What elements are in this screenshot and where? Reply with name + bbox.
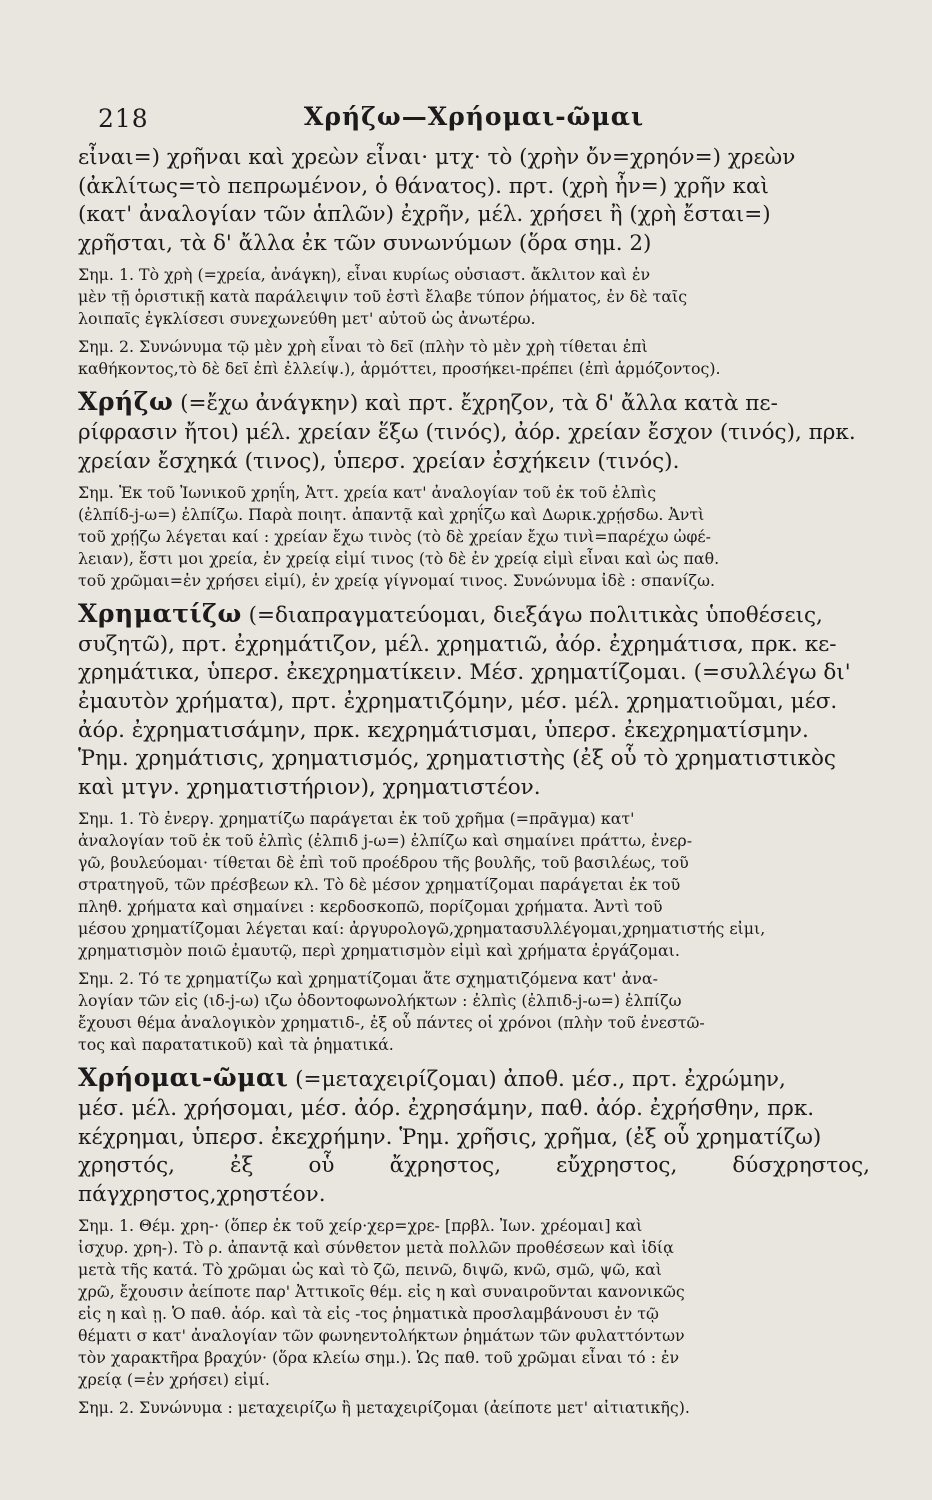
entry-chroomai xyxy=(78,1064,870,1209)
note-3 xyxy=(78,482,870,592)
text-line: κέχρημαι, ὑπερσ. ἐκεχρήμην. Ῥημ. χρῆσις, χρῆμα, (ἐξ οὗ χρηματίζω) xyxy=(78,1124,822,1150)
text-line: ρίφρασιν ἤτοι) μέλ. χρείαν ἕξω (τινός), ἀόρ. χρείαν ἔσχον (τινός), πρκ. xyxy=(78,419,856,445)
text-line: ἐμαυτὸν χρήματα), πρτ. ἐχρηματιζόμην, μέσ. μέλ. χρηματιοῦμαι, μέσ. xyxy=(78,688,838,714)
note-line: λογίαν τῶν εἰς (ιδ-j-ω) ιζω ὀδοντοφωνολήκτων : ἐλπὶς (ἐλπιδ-j-ω=) ἐλπίζω xyxy=(78,991,682,1011)
page-number: 218 xyxy=(98,104,149,133)
note-line: λειαν), ἔστι μοι χρεία, ἐν χρείᾳ εἰμί τινος (τὸ δὲ ἐν χρείᾳ εἰμὶ εἶναι καὶ ὡς παθ. xyxy=(78,549,720,569)
note-line: Σημ. 2. Τό τε χρηματίζω καὶ χρηματίζομαι ἅτε σχηματιζόμενα κατ' ἀνα- xyxy=(78,969,658,989)
note-line: ἔχουσι θέμα ἀναλογικὸν χρηματιδ-, ἐξ οὗ πάντες οἱ χρόνοι (πλὴν τοῦ ἐνεστῶ- xyxy=(78,1013,705,1033)
note-line: καθήκοντος,τὸ δὲ δεῖ ἐπὶ ἐλλείψ.), ἁρμόττει, προσήκει-πρέπει (ἐπὶ ἁρμόζοντος). xyxy=(78,359,721,379)
text-line: ἀόρ. ἐχρηματισάμην, πρκ. κεχρημάτισμαι, ὑπερσ. ἐκεχρηματίσμην. xyxy=(78,717,809,743)
entry-lemma: Χρηματίζω xyxy=(78,599,242,629)
text-line: (=διαπραγματεύομαι, διεξάγω πολιτικὰς ὑποθέσεις, xyxy=(248,603,823,629)
text-line: μέσ. μέλ. χρήσομαι, μέσ. ἀόρ. ἐχρησάμην, παθ. ἀόρ. ἐχρήσθην, πρκ. xyxy=(78,1095,815,1121)
note-line: λοιπαῖς ἐγκλίσεσι συνεχωνεύθη μετ' αὐτοῦ ὡς ἀνωτέρω. xyxy=(78,309,536,329)
note-line: ἀναλογίαν τοῦ ἐκ τοῦ ἐλπὶς (ἐλπιδ j-ω=) ἐλπίζω καὶ σημαίνει πράττω, ἐνερ- xyxy=(78,831,693,851)
note-line: τος καὶ παρατατικοῦ) καὶ τὰ ῥηματικά. xyxy=(78,1035,394,1055)
note-line: χρείᾳ (=ἐν χρήσει) εἰμί. xyxy=(78,1370,270,1390)
text-line: χρῆσται, τὰ δ' ἄλλα ἐκ τῶν συνωνύμων (ὅρα σημ. 2) xyxy=(78,230,652,256)
note-2 xyxy=(78,336,870,380)
note-line: Σημ. 1. Τὸ χρὴ (=χρεία, ἀνάγκη), εἶναι κυρίως οὐσιαστ. ἄκλιτον καὶ ἐν xyxy=(78,265,651,285)
text-line: (ἀκλίτως=τὸ πεπρωμένον, ὁ θάνατος). πρτ. (χρὴ ἦν=) χρῆν καὶ xyxy=(78,173,769,199)
note-line: ἰσχυρ. χρη-). Τὸ ρ. ἀπαντᾷ καὶ σύνθετον μετὰ πολλῶν προθέσεων καὶ ἰδίᾳ xyxy=(78,1238,674,1258)
entry-lemma: Χρήζω xyxy=(78,387,174,417)
note-line: πληθ. χρήματα καὶ σημαίνει : κερδοσκοπῶ, πορίζομαι χρήματα. Ἀντὶ τοῦ xyxy=(78,897,663,917)
page-header xyxy=(78,96,870,144)
note-6 xyxy=(78,1215,870,1391)
note-line: μέσου χρηματίζομαι λέγεται καί: ἀργυρολογῶ,χρηματασυλλέγομαι,χρηματιστής εἰμι, xyxy=(78,919,766,939)
note-line: Σημ. 2. Συνώνυμα : μεταχειρίζω ἢ μεταχειρίζομαι (ἀείποτε μετ' αἰτιατικῆς). xyxy=(78,1398,690,1418)
text-line: (=μεταχειρίζομαι) ἀποθ. μέσ., πρτ. ἐχρώμην, xyxy=(295,1067,786,1093)
continued-entry-text xyxy=(78,144,870,258)
note-5 xyxy=(78,968,870,1056)
entry-lemma: Χρήομαι-ῶμαι xyxy=(78,1063,289,1093)
text-line: χρηστός, ἐξ οὗ ἄχρηστος, εὔχρηστος, δύσχρηστος, πάγχρηστος,χρηστέον. xyxy=(78,1153,870,1207)
note-line: εἰς η καὶ ῃ. Ὁ παθ. ἀόρ. καὶ τὰ εἰς -τος ῥηματικὰ προσλαμβάνουσι ἐν τῷ xyxy=(78,1304,659,1324)
text-line: (κατ' ἀναλογίαν τῶν ἁπλῶν) ἐχρῆν, μέλ. χρήσει ἢ (χρὴ ἔσται=) xyxy=(78,202,771,228)
note-line: Σημ. Ἐκ τοῦ Ἰωνικοῦ χρηΐη, Ἀττ. χρεία κατ' ἀναλογίαν τοῦ ἐκ τοῦ ἐλπὶς xyxy=(78,483,657,503)
entry-chrizo xyxy=(78,388,870,476)
note-7 xyxy=(78,1397,870,1419)
text-line: χρείαν ἔσχηκά (τινος), ὑπερσ. χρείαν ἐσχήκειν (τινός). xyxy=(78,448,680,474)
text-line: χρημάτικα, ὑπερσ. ἐκεχρηματίκειν. Μέσ. χρηματίζομαι. (=συλλέγω δι' xyxy=(78,660,851,686)
note-1 xyxy=(78,264,870,330)
page-body xyxy=(78,144,870,1419)
note-line: στρατηγοῦ, τῶν πρέσβεων κλ. Τὸ δὲ μέσον χρηματίζομαι παράγεται ἐκ τοῦ xyxy=(78,875,681,895)
note-line: τοῦ χρῄζω λέγεται καί : χρείαν ἔχω τινὸς (τὸ δὲ χρείαν ἔχω τινὶ=παρέχω ὠφέ- xyxy=(78,527,711,547)
note-line: θέματι σ κατ' ἀναλογίαν τῶν φωνηεντολήκτων ῥημάτων τῶν φυλαττόντων xyxy=(78,1326,685,1346)
note-line: τοῦ χρῶμαι=ἐν χρήσει εἰμί), ἐν χρείᾳ γίγνομαί τινος. Συνώνυμα ἰδὲ : σπανίζω. xyxy=(78,571,715,591)
text-line: συζητῶ), πρτ. ἐχρημάτιζον, μέλ. χρηματιῶ, ἀόρ. ἐχρημάτισα, πρκ. κε- xyxy=(78,631,837,657)
text-line: εἶναι=) χρῆναι καὶ χρεὼν εἶναι· μτχ· τὸ (χρὴν ὄν=χρηόν=) χρεὼν xyxy=(78,145,796,170)
note-line: Σημ. 1. Θέμ. χρη-· (ὅπερ ἐκ τοῦ χείρ·χερ=χρε- [πρβλ. Ἰων. χρέομαι] καὶ xyxy=(78,1216,643,1236)
text-line: καὶ μτγν. χρηματιστήριον), χρηματιστέον. xyxy=(78,774,541,800)
text-line: (=ἔχω ἀνάγκην) καὶ πρτ. ἔχρηζον, τὰ δ' ἄλλα κατὰ πε- xyxy=(180,391,778,417)
note-line: μὲν τῇ ὁριστικῇ κατὰ παράλειψιν τοῦ ἐστὶ ἔλαβε τύπον ῥήματος, ἐν δὲ ταῖς xyxy=(78,287,688,307)
note-line: χρῶ, ἔχουσιν ἀείποτε παρ' Ἀττικοῖς θέμ. εἰς η καὶ συναιροῦνται κανονικῶς xyxy=(78,1282,685,1302)
running-head: Χρήζω—Χρήομαι-ῶμαι xyxy=(303,102,645,131)
note-line: χρηματισμὸν ποιῶ ἐμαυτῷ, περὶ χρηματισμὸν εἰμὶ καὶ χρήματα ἐργάζομαι. xyxy=(78,941,680,961)
note-line: μετὰ τῆς κατά. Τὸ χρῶμαι ὡς καὶ τὸ ζῶ, πεινῶ, διψῶ, κνῶ, σμῶ, ψῶ, καὶ xyxy=(78,1260,662,1280)
note-line: Σημ. 1. Τὸ ἐνεργ. χρηματίζω παράγεται ἐκ τοῦ χρῆμα (=πρᾶγμα) κατ' xyxy=(78,809,635,829)
note-line: γῶ, βουλεύομαι· τίθεται δὲ ἐπὶ τοῦ προέδρου τῆς βουλῆς, τοῦ βασιλέως, τοῦ xyxy=(78,853,689,873)
text-line: Ῥημ. χρημάτισις, χρηματισμός, χρηματιστὴς (ἐξ οὗ τὸ χρηματιστικὸς xyxy=(78,746,836,772)
note-4 xyxy=(78,808,870,962)
note-line: τὸν χαρακτῆρα βραχύν· (ὅρα κλείω σημ.). Ὡς παθ. τοῦ χρῶμαι εἶναι τό : ἐν xyxy=(78,1348,680,1368)
entry-chrematizo xyxy=(78,600,870,802)
note-line: Σημ. 2. Συνώνυμα τῷ μὲν χρὴ εἶναι τὸ δεῖ (πλὴν τὸ μὲν χρὴ τίθεται ἐπὶ xyxy=(78,337,648,357)
note-line: (ἐλπίδ-j-ω=) ἐλπίζω. Παρὰ ποιητ. ἀπαντᾷ καὶ χρηΐζω καὶ Δωρικ.χρῄσδω. Ἀντὶ xyxy=(78,505,705,525)
